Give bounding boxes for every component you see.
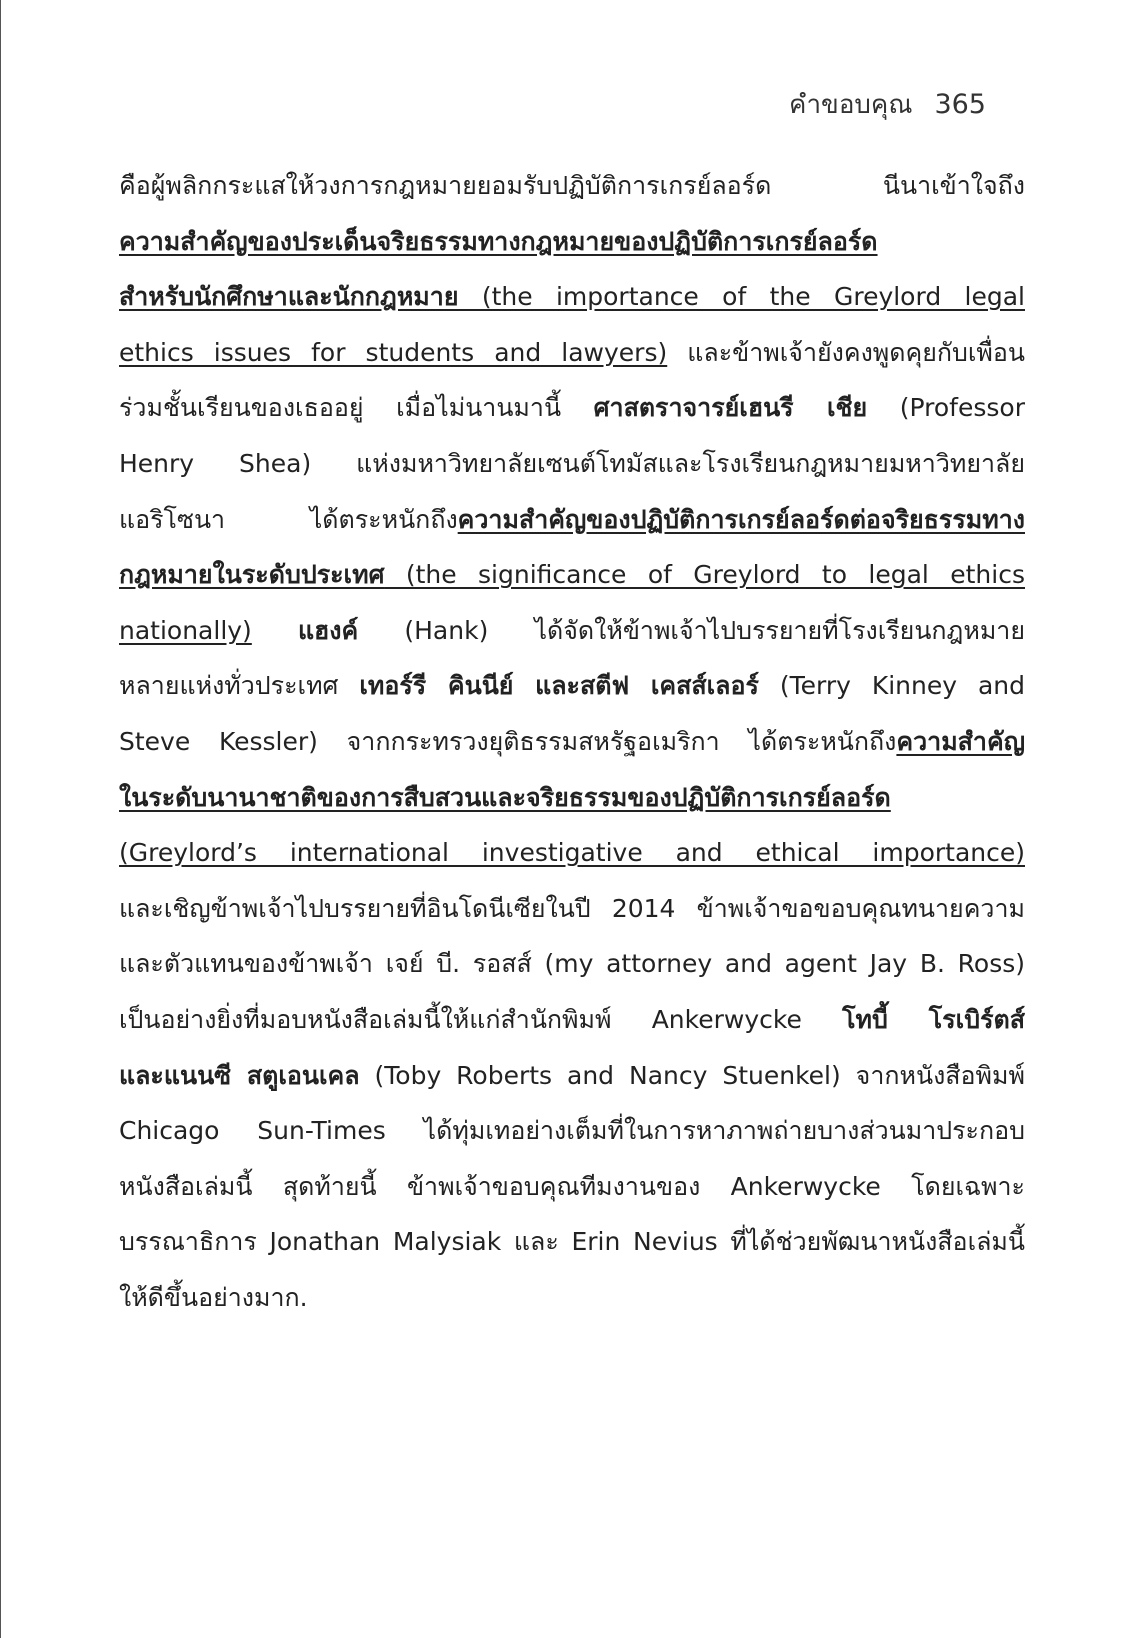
text-run: (Terry Kinney and [758,671,1025,701]
text-line [119,380,1025,436]
bold-text: ศาสตราจารย์เฮนรี เชีย [593,393,868,423]
text-run: Chicago Sun-Times ได้ทุ่มเทอย่างเต็มที่ในการหาภาพถ่ายบางส่วนมาประกอบ [119,1116,1025,1146]
text-line [119,1159,1025,1215]
running-head [789,84,986,125]
text-line [119,825,1025,881]
text-line [119,325,1025,381]
underlined-text: nationally) [119,615,252,645]
text-line [119,269,1025,325]
text-line [119,436,1025,492]
bold-text: แฮงค์ [297,615,359,645]
text-line [119,1214,1025,1270]
underlined-text: (the significance of Greylord to legal ethics [384,560,1025,590]
text-run: หลายแห่งทั่วประเทศ [119,671,360,701]
bold-text: เทอร์รี คินนีย์ และสตีฟ เคสส์เลอร์ [359,671,759,701]
text-line [119,214,1025,270]
text-run: คือผู้พลิกกระแสให้วงการกฎหมายยอมรับปฏิบัติการเกรย์ลอร์ด นีนาเข้าใจถึง [119,171,1025,200]
underlined-text: (Greylord’s international investigative and ethical importance) [119,838,1025,868]
text-run: และตัวแทนของข้าพเจ้า เจย์ บี. รอสส์ (my attorney and agent Jay B. Ross) [119,949,1025,979]
bold-underlined-text: ในระดับนานาชาติของการสืบสวนและจริยธรรมของปฏิบัติการเกรย์ลอร์ด [119,782,891,812]
underlined-text: (the importance of the Greylord legal [458,282,1025,312]
text-run: Steve Kessler) จากกระทรวงยุติธรรมสหรัฐอเมริกา ได้ตระหนักถึง [119,726,897,756]
running-head-section: คำขอบคุณ [789,90,913,120]
text-line [119,158,1025,214]
underlined-text: ethics issues for students and lawyers) [119,337,668,367]
text-line [119,492,1025,548]
body-paragraph [119,158,1025,1325]
bold-underlined-text: กฎหมายในระดับประเทศ [119,560,385,590]
text-run: แอริโซนา ได้ตระหนักถึง [119,504,458,534]
text-line [119,658,1025,714]
text-run: เป็นอย่างยิ่งที่มอบหนังสือเล่มนี้ให้แก่สำนักพิมพ์ Ankerwycke [119,1004,843,1034]
text-line [119,547,1025,603]
text-run: Henry Shea) แห่งมหาวิทยาลัยเซนต์โทมัสและโรงเรียนกฎหมายมหาวิทยาลัย [119,448,1025,478]
text-run: และเชิญข้าพเจ้าไปบรรยายที่อินโดนีเซียในปี 2014 ข้าพเจ้าขอขอบคุณทนายความ [119,893,1025,923]
text-run: (Professor [867,393,1025,423]
text-run [252,616,298,645]
text-run: (Toby Roberts and Nancy Stuenkel) จากหนังสือพิมพ์ [359,1060,1025,1090]
text-line [119,881,1025,937]
bold-text: และแนนซี สตูเอนเคล [119,1060,360,1090]
text-line [119,714,1025,770]
text-run: และข้าพเจ้ายังคงพูดคุยกับเพื่อน [667,337,1025,367]
bold-underlined-text: ความสำคัญของประเด็นจริยธรรมทางกฎหมายของปฏิบัติการเกรย์ลอร์ด [119,226,878,256]
page-number: 365 [934,89,986,120]
text-line [119,992,1025,1048]
text-run: หนังสือเล่มนี้ สุดท้ายนี้ ข้าพเจ้าขอบคุณทีมงานของ Ankerwycke โดยเฉพาะ [119,1171,1025,1201]
text-line [119,770,1025,826]
text-run: บรรณาธิการ Jonathan Malysiak และ Erin Nevius ที่ได้ช่วยพัฒนาหนังสือเล่มนี้ [119,1227,1025,1257]
bold-underlined-text: ความสำคัญ [896,726,1025,756]
text-line [119,1103,1025,1159]
text-run: ให้ดีขึ้นอย่างมาก. [119,1282,308,1312]
text-line [119,936,1025,992]
text-line [119,1048,1025,1104]
text-run: (Hank) ได้จัดให้ข้าพเจ้าไปบรรยายที่โรงเรียนกฎหมาย [358,615,1025,645]
bold-underlined-text: ความสำคัญของปฏิบัติการเกรย์ลอร์ดต่อจริยธรรมทาง [457,504,1025,534]
text-run: ร่วมชั้นเรียนของเธออยู่ เมื่อไม่นานมานี้ [119,393,594,423]
bold-text: โทบี้ โรเบิร์ตส์ [842,1004,1025,1034]
text-line [119,603,1025,659]
text-line [119,1270,1025,1326]
bold-underlined-text: สำหรับนักศึกษาและนักกฎหมาย [119,282,459,312]
